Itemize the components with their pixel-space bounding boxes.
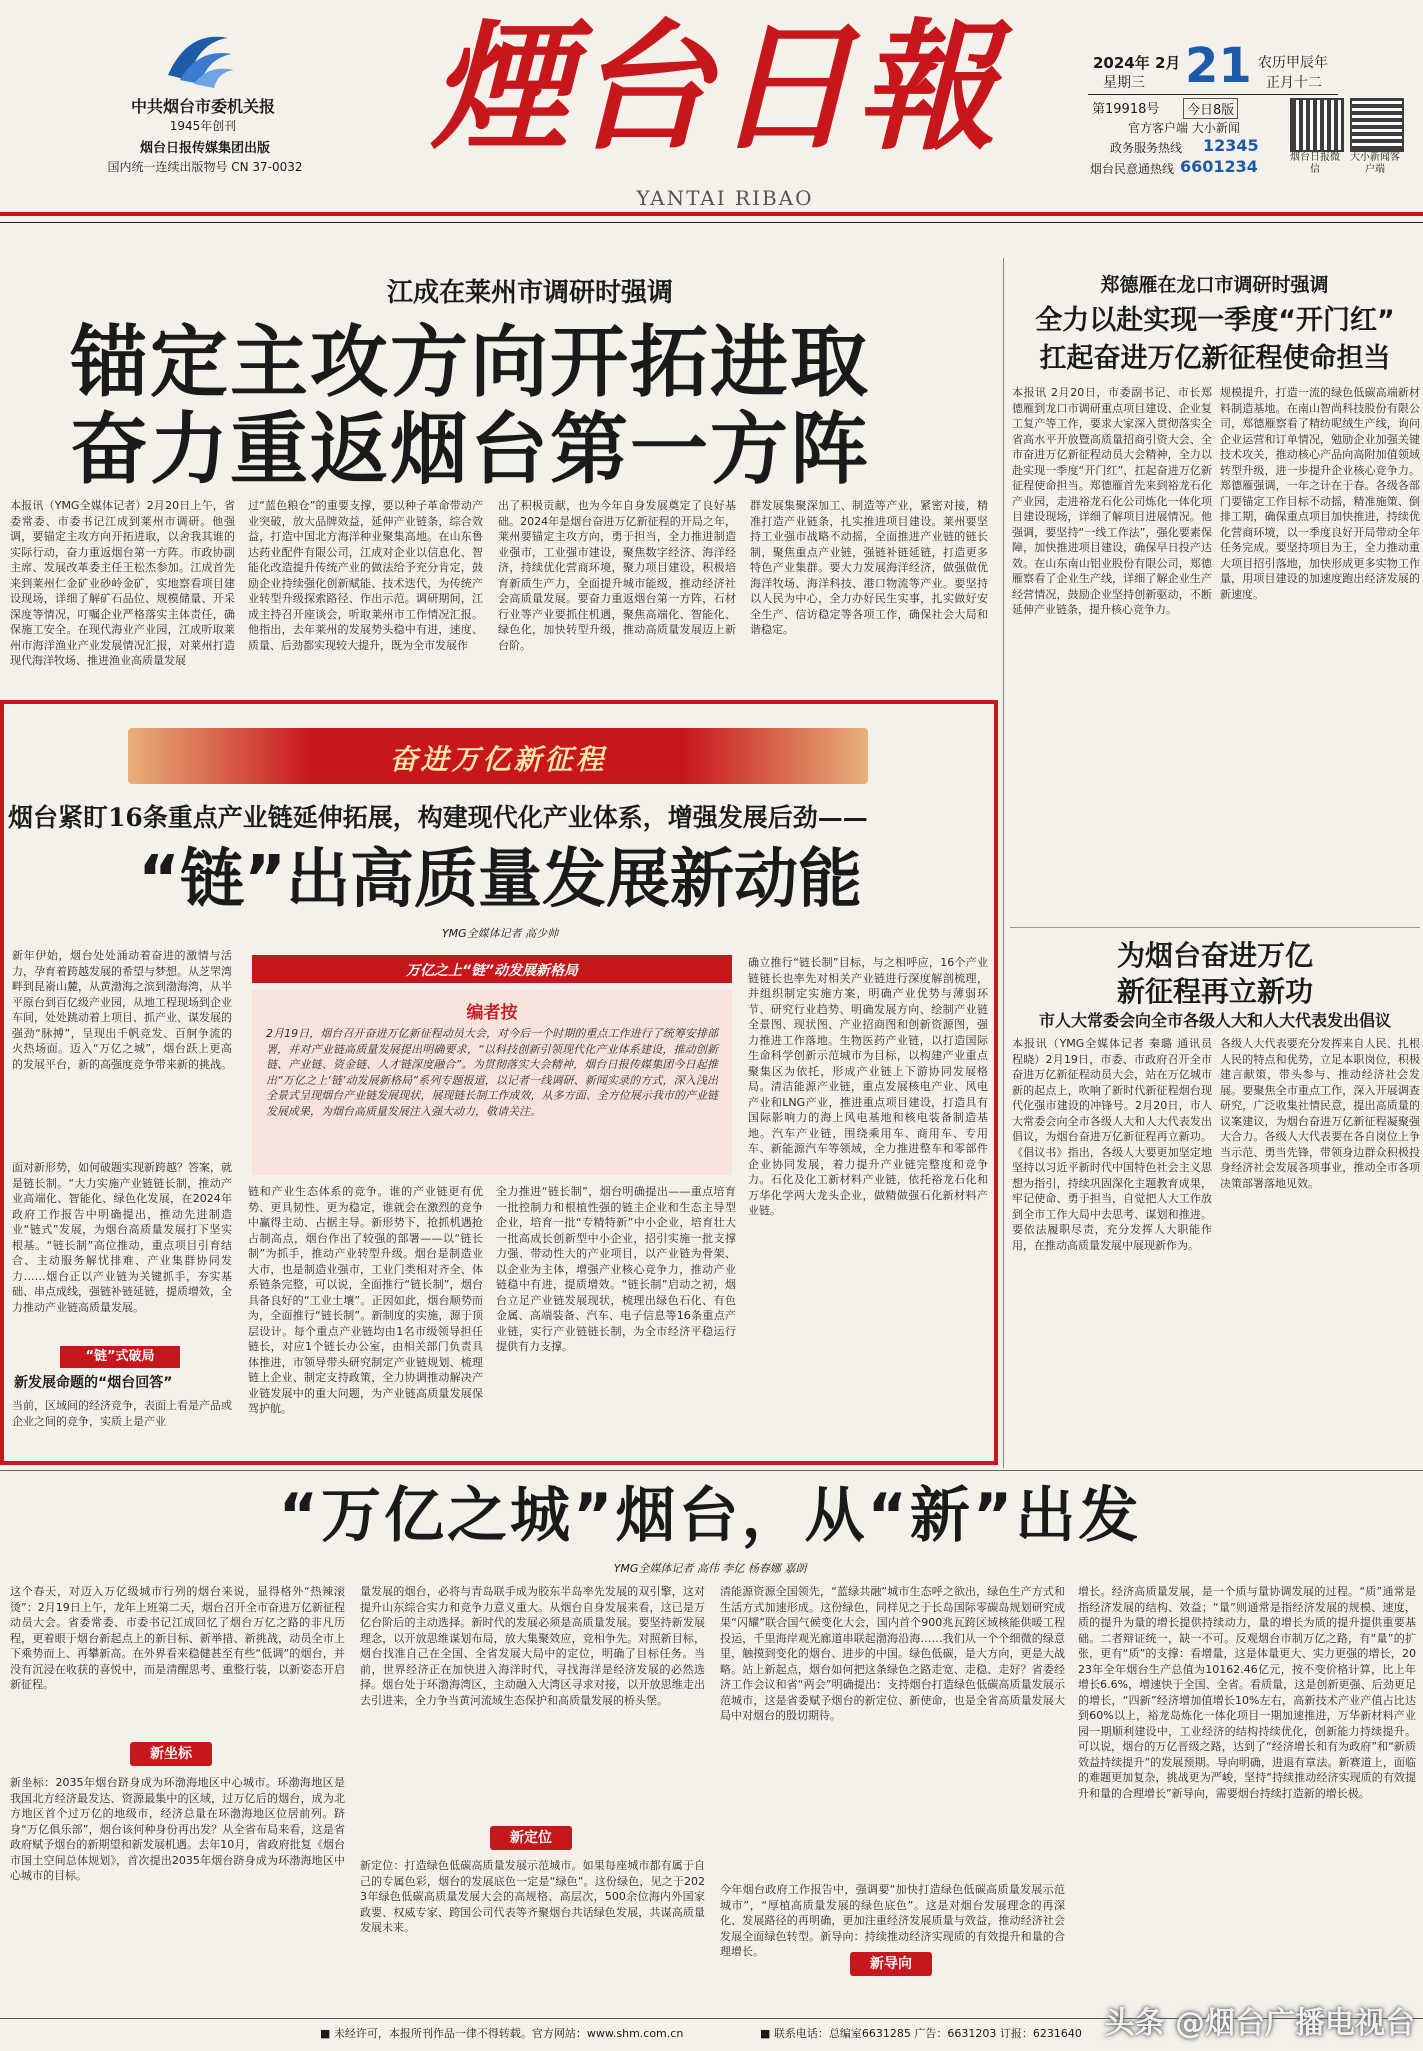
lead-column-4: 群发展集聚深加工、制造等产业，紧密对接，精准打造产业链条，扎实推进项目建设。莱州要坚持工业强市战略不动摇，全面推进产业链的链长制，聚焦重点产业链，强链补链延链，打造更多特色产业集群。要大力发展海洋经济，做强做优海洋牧场、海洋科技、港口物流等产业。要坚持以人民为中心，全力办好民生实事，扎实做好安全生产、信访稳定等各项工作，确保社会大局和谐稳定。 — [750, 499, 988, 636]
issue-number: 第19918号 — [1092, 102, 1160, 117]
chain-sub-tag: “链”式破局 — [60, 1346, 180, 1368]
date-year-month: 2024年 2月 — [1093, 54, 1181, 72]
right-kicker-2b: 新征程再立新功 — [1116, 975, 1313, 1008]
qr-label-wechat: 烟台日报微信 — [1290, 152, 1340, 175]
publisher: 烟台日报传媒集团出版 — [139, 141, 270, 156]
bottom-column-1b: 新坐标：2035年烟台跻身成为环渤海地区中心城市。环渤海地区是我国北方经济最发达、资源最集中的区域，过万亿后的烟台，成为北方地区首个过万亿的地级市，经济总量在环渤海地区位居前列。跻身“万亿俱乐部”，烟台该何种身份再出发？从全省布局来看，这是省政府赋予烟台的新期望和新发展机遇。去年10月，省政府批复《烟台市国土空间总体规划》，首次提出2035年烟台跻身成为环渤海地区中心城市的目标。 — [10, 1776, 345, 1882]
org-line2: 1945年创刊 — [169, 119, 237, 133]
chain-sub-text: 当前，区域间的经济竞争，表面上看是产品或企业之间的竞争，实质上是产业 — [12, 1399, 232, 1428]
right-headline-1a: 全力以赴实现一季度“开门红” — [1035, 305, 1395, 336]
watermark: 头条 @烟台广播电视台 — [1104, 2006, 1415, 2041]
feature-column-4: 确立推行“链长制”目标，与之相呼应，16个产业链链长也率先对相关产业链进行深度解剖梳理，并组织制定实施方案，明确产业优势与薄弱环节、研究行业趋势、明确发展方向、绘制产业链全景图、现状图、产业招商图和创新资源图，强力推进工作落地。生物医药产业链，以打造国际生命科学创新示范城市为目标，以构建产业重点聚集区为依托，形成产业链上下游协同发展格局。清洁能源产业链，重点发展核电产业、风电产业和LNG产业，推进重点项目建设，打造具有国际影响力的海上风电基地和核电装备制造基地。汽车产业链，围绕乘用车、商用车、专用车、新能源汽车等领域，全力推进整车和零部件企业协同发展，着力提升产业链完整度和竞争力。石化及化工新材料产业链，依托裕龙石化和万华化学两大龙头企业，做精做强石化新材料产业链。 — [748, 956, 988, 1217]
right-headline-1b: 扛起奋进万亿新征程使命担当 — [1039, 343, 1391, 374]
feature-column-1b: 面对新形势，如何破题实现新跨越？答案，就是链长制。“大力实施产业链链长制，推动产业高端化、智能化、绿色化发展，在2024年政府工作报告中明确提出，推动先进制造业“链式”发展，为烟台高质量发展打下坚实根基。“链长制”高位推动，重点项目引育结合、主动服务解忧排难、产业集群协同发力……烟台正以产业链为关键抓手，夯实基础、串点成线，强链补链延链，提质增效，全力推动产业链高质量发展。 — [12, 1161, 232, 1314]
cn-number: 国内统一连续出版物号 CN 37-0032 — [107, 160, 303, 174]
lead-column-2: 过“蓝色粮仓”的重要支撑，要以种子革命带动产业突破，放大品牌效益，延伸产业链条，综合效益，打造中国北方海洋种业聚集高地。在山东鲁达药业配件有限公司，江成对企业以信息化、智能化改造提升传统产业的做法给予充分肯定，鼓励企业持续强化创新赋能、技术迭代，为传统产业转型升级探索路径、作出示范。调研期间，江成主持召开座谈会，听取莱州市工作情况汇报。他指出，去年莱州的发展势头稳中有进，速度、质量、后劲都实现较大提升，既为全市发展作 — [248, 499, 483, 652]
lead-column-1: 本报讯（YMG全媒体记者）2月20日上午，省委常委、市委书记江成到莱州市调研。他强调，要锚定主攻方向开拓进取，以舍我其谁的实际行动，奋力重返烟台第一方阵。市政协副主席、发展改革委主任王松杰参加。江成首先来到莱州仁金矿业砂岭金矿，实地察看项目建设现场，详细了解矿石品位、规模储量、开采深度等情况，叮嘱企业严格落实主体责任，确保施工安全。在现代海业产业园，江成听取莱州市海洋渔业产业发展情况汇报，对莱州打造现代海洋牧场、推进渔业高质量发展 — [10, 499, 235, 667]
date-day: 21 — [1185, 38, 1252, 94]
editor-banner-text: 万亿之上“链”动发展新格局 — [405, 963, 579, 979]
people-hotline-number: 6601234 — [1180, 157, 1258, 176]
feature-kicker: 烟台紧盯16条重点产业链延伸拓展，构建现代化产业体系，增强发展后劲—— — [8, 803, 868, 832]
right-column-4: 各级人大代表要充分发挥来自人民、扎根人民的特点和优势，立足本职岗位，积极建言献策，带头参与、推动经济社会发展。要聚焦全市重点工作，深入开展调查研究，广泛收集社情民意，提出高质量的议案建议，为烟台奋进万亿新征程凝聚强大合力。各级人大代表要在各自岗位上争当示范、勇当先锋，带领身边群众积极投身经济社会发展各项事业，推动全市各项决策部署落地见效。 — [1220, 1037, 1420, 1190]
bottom-byline: YMG全媒体记者 高伟 李亿 杨春娜 嘉朗 — [613, 1562, 807, 1575]
masthead-red-rule — [0, 212, 1423, 216]
bottom-section-rule — [0, 1470, 1423, 1471]
qr-code-wechat-icon[interactable] — [1290, 98, 1344, 152]
feature-byline: YMG全媒体记者 高少帅 — [441, 927, 559, 940]
masthead-black-rule — [0, 222, 1423, 223]
newspaper-title-logo: 煙台日報 — [430, 6, 999, 170]
bottom-tag-new-position: 新定位 — [490, 1826, 572, 1850]
title-pinyin: YANTAI RIBAO — [636, 186, 814, 210]
editor-note-text: 2月19日，烟台召开奋进万亿新征程动员大会，对今后一个时期的重点工作进行了统筹安排部署，并对产业链高质量发展提出明确要求，“以科技创新引领现代化产业体系建设，推动创新链、产业链、资金链、人才链深度融合”。为贯彻落实大会精神，烟台日报传媒集团今日起推出“万亿之上‘链’动发展新格局”系列专题报道，以记者一线调研、新闻实录的方式，深入浅出全景式呈现烟台产业链发展现状，展现链长制工作成效，从多方面、全方位展示我市的产业链发展成果，为烟台高质量发展注入强大动力，敬请关注。 — [266, 1027, 718, 1118]
right-kicker-2: 为烟台奋进万亿 — [1116, 939, 1313, 972]
chain-sub-headline: 新发展命题的“烟台回答” — [14, 1375, 173, 1391]
footer-copyright-note: ■ 未经许可，本报所刊作品一律不得转载。官方网站：www.shm.com.cn — [320, 2027, 684, 2040]
masthead — [0, 0, 1423, 210]
bottom-tag-new-direction: 新导向 — [850, 1952, 932, 1976]
qr-code-app-icon[interactable] — [1350, 98, 1404, 152]
newspaper-emblem-icon — [158, 20, 238, 92]
feature-intro: 新年伊始，烟台处处涌动着奋进的激情与活力，孕育着跨越发展的希望与梦想。从芝罘湾畔到昆嵛山麓，从黄渤海之滨到渤海湾，从半平原台到百亿级产业园，从地工程现场到企业车间，处处跳动着上项目、抓产业、谋发展的强劲“脉搏”，呈现出千帆竞发、百舸争流的火热场面。迈入“万亿之城”，烟台跃上更高的发展平台，新的高强度竞争带来新的挑战。 — [12, 949, 232, 1071]
weekday: 星期三 — [1103, 75, 1145, 91]
right-divider — [1010, 927, 1420, 928]
lead-kicker: 江成在莱州市调研时强调 — [386, 278, 673, 308]
official-client: 官方客户端 大小新闻 — [1128, 121, 1240, 135]
bottom-column-3: 清能源资源全国领先，“蓝绿共融”城市生态呼之欲出，绿色生产方式和生活方式加速形成。这份绿色，同样见之于长岛国际零碳岛规划研究成果“闪耀”联合国气候变化大会，国内首个900兆瓦跨区域核能供暖工程投运，千里海岸观光廊道串联起渤海沿海……我们从一个个细微的绿意里，触摸到变化的烟台、进步的中国。绿色低碳，是大方向，更是大战略。站上新起点，烟台如何把这条绿色之路走宽、走稳、走好？省委经济工作会议和省“两会”明确提出：支持烟台打造绿色低碳高质量发展示范城市，这是省委赋予烟台的新定位、新使命，也是全省高质量发展大局中对烟台的殷切期待。 — [720, 1585, 1065, 1722]
hotline-number: 12345 — [1203, 136, 1259, 155]
right-subheadline-2: 市人大常委会向全市各级人大和人大代表发出倡议 — [1038, 1011, 1391, 1030]
masthead-rule — [1088, 94, 1338, 95]
right-kicker-1: 郑德雁在龙口市调研时强调 — [1100, 274, 1329, 296]
feature-headline: “链”出高质量发展新动能 — [137, 843, 863, 917]
bottom-column-2: 量发展的烟台，必将与青岛联手成为胶东半岛率先发展的双引擎，这对提升山东综合实力和竞争力意义重大。从烟台自身发展来看，这已是万亿台阶后的主动选择。新时代的发展必须是高质量发展。要坚持新发展理念，以开放思维谋划布局，放大集聚效应，竞相争先。对照新目标，烟台找准自己在全国、全省发展大局中的定位，明确了目标任务。当前，世界经济正在加快进入海洋时代，寻找海洋是经济发展的必然选择。烟台处于环渤海湾区，主动融入大湾区寻求对接，以开放思维走出去引进来，全力争当黄河流域生态保护和高质量发展的桥头堡。 — [360, 1585, 705, 1707]
bottom-headline: “万亿之城”烟台，从“新”出发 — [278, 1481, 1142, 1551]
feature-banner-text: 奋进万亿新征程 — [389, 743, 607, 776]
bottom-column-1: 这个春天，对迈入万亿级城市行列的烟台来说，显得格外“热辣滚烫”：2月19日上午，龙年上班第二天，烟台召开全市奋进万亿新征程动员大会。省委常委、市委书记江成回忆了烟台万亿之路的非凡历程，更着眼于烟台新起点上的新目标、新举措、新挑战，动员全市上下乘势而上、再攀新高。在外界看来稳健甚至有些“低调”的烟台，并没有沉浸在收获的喜悦中，而是清醒思考、重整行装，以新姿态开启新征程。 — [10, 1585, 345, 1691]
lunar-year: 农历甲辰年 — [1258, 55, 1328, 71]
footer-contacts: ■ 联系电话：总编室6631285 广告：6631203 订报：6231640 — [760, 2027, 1082, 2040]
right-column-3: 本报讯（YMG全媒体记者 秦璐 通讯员 程晓）2月19日，市委、市政府召开全市奋进万亿新征程动员大会，站在万亿城市新的起点上，吹响了新时代新征程烟台现代化强市建设的冲锋号。2月20日，市人大常委会向全市各级人大和人大代表发出倡议，为烟台奋进万亿新征程再立新功。《倡议书》指出，各级人大要更加坚定地坚持以习近平新时代中国特色社会主义思想为指引，持续巩固深化主题教育成果，牢记使命、勇于担当，自觉把人大工作放到全市工作大局中去思考、谋划和推进。要依法履职尽责，充分发挥人大职能作用，在推动高质量发展中展现新作为。 — [1012, 1037, 1212, 1252]
feature-column-3: 全力推进“链长制”，烟台明确提出——重点培育一批控制力和根植性强的链主企业和生态主导型企业，培育一批“专精特新”中小企业，培育壮大一批高成长创新型中小企业，招引实施一批支撑力强、带动性大的产业项目，以产业链为骨架、以企业为主体，增强产业核心竞争力，推动产业链稳中有进，提质增效。“链长制”启动之初，烟台立足产业链发展现状，梳理出绿色石化、有色金属、高端装备、汽车、电子信息等16条重点产业链，实行产业链链长制，为全市经济平稳运行提供有力支撑。 — [496, 1185, 736, 1353]
bottom-column-3b: 今年烟台政府工作报告中，强调要“加快打造绿色低碳高质量发展示范城市”，“厚植高质量发展的绿色底色”。这是对烟台发展理念的再深化、发展路径的再明确，更加注重经济发展质量与效益，推动经济社会发展全面绿色转型。新导向：持续推动经济实现质的有效提升和量的合理增长。 — [720, 1883, 1065, 1958]
lunar-day: 正月十二 — [1266, 75, 1322, 91]
org-line1: 中共烟台市委机关报 — [130, 97, 275, 116]
feature-column-2: 链和产业生态体系的竞争。谁的产业链更有优势、更具韧性、更为稳定，谁就会在激烈的竞争中赢得主动、占据主导。新形势下，抢抓机遇抢占制高点，烟台作出了较强的部署——以“链长制”为抓手，推动产业转型升级。烟台是制造业大市，也是制造业强市，工业门类相对齐全、体系链条完整，可以说，全面推行“链长制”，烟台具备良好的“工业土壤”。正因如此，烟台顺势而为，全面推行“链长制”。新制度的实施，源于顶层设计。每个重点产业链均由1名市级领导担任链长，对应1个链长办公室，由相关部门负责具体推进，市领导带头研究制定产业链规划、梳理链上企业、制定支持政策，全力协调推动解决产业链发展中的重大问题，为产业链高质量发展保驾护航。 — [248, 1185, 483, 1415]
editor-note-box — [252, 990, 732, 1175]
bottom-tag-new-coordinate: 新坐标 — [130, 1742, 212, 1766]
right-column-1: 本报讯 2月20日，市委副书记、市长郑德雁到龙口市调研重点项目建设、企业复工复产等工作，要求大家深入贯彻落实全省高水平开放暨高质量招商引资大会、全市奋进万亿新征程动员大会精神，全力以赴实现一季度“开门红”，扛起奋进万亿新征程使命担当。郑德雁首先来到裕龙石化产业园，走进裕龙石化公司炼化一体化项目建设现场，详细了解项目进展情况。他强调，要坚持“一线工作法”，强化要素保障，加快推进项目建设，确保早日投产达效。在山东南山铝业股份有限公司，郑德雁察看了企业生产线，详细了解企业生产经营情况，鼓励企业坚持创新驱动，不断延伸产业链条，提升核心竞争力。 — [1012, 386, 1212, 616]
right-column-divider — [1003, 258, 1004, 1468]
bottom-column-2b: 新定位：打造绿色低碳高质量发展示范城市。如果每座城市都有属于自己的专属色彩，烟台的发展底色一定是“绿色”。这份绿色，见之于2023年绿色低碳高质量发展大会的高规格、高层次，500余位海内外国家政要、权威专家、跨国公司代表等齐聚烟台共话绿色发展，共谋高质量发展未来。 — [360, 1859, 705, 1934]
lead-column-3: 出了积极贡献，也为今年自身发展奠定了良好基础。2024年是烟台奋进万亿新征程的开局之年，莱州要锚定主攻方向，勇于担当，全力推进制造业强市，工业强市建设，聚焦数字经济、海洋经济，持续优化营商环境，聚力项目建设，积极培育新质生产力，全面提升城市能级，推动经济社会高质量发展。要奋力重返烟台第一方阵，石材行业等产业要抓住机遇，聚焦高端化、智能化、绿色化，加快转型升级，推动高质量发展迈上新台阶。 — [498, 499, 736, 652]
feature-banner — [128, 728, 868, 784]
lead-headline-2: 奋力重返烟台第一方阵 — [70, 405, 871, 495]
editor-banner — [252, 955, 732, 983]
lead-headline-1: 锚定主攻方向开拓进取 — [70, 318, 871, 408]
bottom-column-4: 增长。经济高质量发展，是一个质与量协调发展的过程。“质”通常是指经济发展的结构、效益；“量”则通常是指经济发展的规模、速度，质的提升为量的增长提供持续动力，量的增长为质的提升提供重要基础。二者辩证统一，缺一不可。反观烟台市制万亿之路，有“量”的扩张，更有“质”的支撑：看增量，这是体量更大、实力更强的增长，2023年全年烟台生产总值为10162.46亿元，按不变价格计算，比上年增长6.6%，增速快于全国、全省。看质量，这是创新更强、后劲更足的增长，“四新”经济增加值增长10%左右，高新技术产业产值占比达到60%以上，裕龙岛炼化一体化项目一期加速推进，万华新材料产业园一期顺利建设中，工业经济的结构持续优化，创新能力持续提升。可以说，烟台的万亿晋级之路，达到了“经济增长和有为政府”和“新质效益持续提升”的发展预期。导向明确，进退有章法。新赛道上，面临的难题更加复杂，挑战更为严峻，坚持“持续推动经济实现质的有效提升和量的合理增长”新导向，需要烟台持续打造新的增长极。 — [1078, 1585, 1416, 1800]
hotline-label: 政务服务热线 — [1110, 141, 1183, 155]
people-hotline-label: 烟台民意通热线 — [1090, 162, 1175, 176]
editor-note-title: 编者按 — [466, 1003, 518, 1023]
right-column-2: 规模提升，打造一流的绿色低碳高端新材料制造基地。在南山智尚科技股份有限公司，郑德雁察看了精纺呢绒生产线，询问企业运营和订单情况，勉励企业加强关键技术攻关，推动核心产品向高附加值领域转型升级，进一步提升企业核心竞争力。郑德雁强调，一年之计在于春。各级各部门要锚定工作目标不动摇，精准施策、倒排工期，确保重点项目加快推进，持续优化营商环境，以一季度良好开局带动全年任务完成。要坚持项目为王，全力推动重大项目招引落地，加快形成更多实物工作量，用项目建设的加速度跑出经济发展的新速度。 — [1220, 386, 1420, 601]
qr-label-app: 大小新闻客户端 — [1350, 152, 1400, 175]
page-count: 今日8版 — [1183, 98, 1238, 119]
